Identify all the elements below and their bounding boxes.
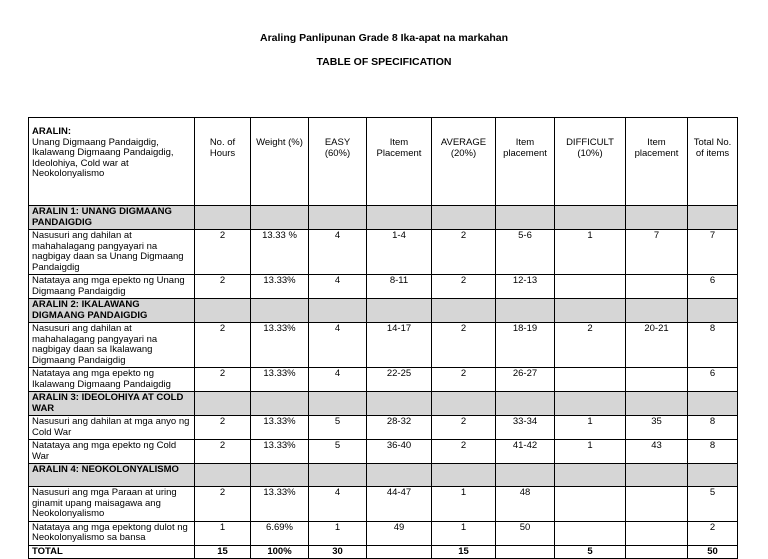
average-placement-cell: 18-19 bbox=[496, 323, 555, 368]
total-empty-cell bbox=[496, 545, 555, 559]
section-empty-cell bbox=[195, 464, 251, 487]
weight-cell: 13.33% bbox=[251, 416, 309, 440]
section-empty-cell bbox=[367, 464, 432, 487]
section-empty-cell bbox=[626, 206, 688, 230]
section-row bbox=[29, 299, 738, 323]
average-placement-cell: 5-6 bbox=[496, 230, 555, 275]
section-empty-cell bbox=[555, 392, 626, 416]
section-empty-cell bbox=[688, 464, 738, 487]
easy-count-cell: 5 bbox=[309, 416, 367, 440]
total-items-cell: 7 bbox=[688, 230, 738, 275]
hours-cell: 2 bbox=[195, 416, 251, 440]
difficult-header: DIFFICULT (10%) bbox=[555, 118, 626, 206]
competency-cell: Natataya ang mga epektong dulot ng Neokolonyalismo sa bansa bbox=[29, 521, 195, 545]
easy-count-cell: 1 bbox=[309, 521, 367, 545]
section-empty-cell bbox=[688, 299, 738, 323]
section-empty-cell bbox=[309, 392, 367, 416]
section-empty-cell bbox=[688, 206, 738, 230]
section-empty-cell bbox=[251, 464, 309, 487]
section-title: ARALIN 2: IKALAWANG DIGMAANG PANDAIGDIG bbox=[29, 299, 195, 323]
section-empty-cell bbox=[367, 206, 432, 230]
difficult-placement-cell bbox=[626, 521, 688, 545]
table-row bbox=[29, 487, 738, 522]
section-empty-cell bbox=[432, 464, 496, 487]
section-empty-cell bbox=[496, 299, 555, 323]
average-count-cell: 2 bbox=[432, 440, 496, 464]
competency-cell: Natataya ang mga epekto ng Unang Digmaang Pandaigdig bbox=[29, 275, 195, 299]
average-placement-cell: 48 bbox=[496, 487, 555, 522]
difficult-placement-cell bbox=[626, 487, 688, 522]
table-row bbox=[29, 368, 738, 392]
total-easy: 30 bbox=[309, 545, 367, 559]
section-empty-cell bbox=[432, 392, 496, 416]
difficult-placement-cell: 43 bbox=[626, 440, 688, 464]
difficult-count-cell: 1 bbox=[555, 230, 626, 275]
difficult-count-cell bbox=[555, 275, 626, 299]
section-empty-cell bbox=[555, 299, 626, 323]
table-row bbox=[29, 275, 738, 299]
total-items-cell: 8 bbox=[688, 440, 738, 464]
total-empty-cell bbox=[626, 545, 688, 559]
easy-placement-cell: 22-25 bbox=[367, 368, 432, 392]
total-items-cell: 6 bbox=[688, 275, 738, 299]
table-row bbox=[29, 230, 738, 275]
weight-cell: 13.33% bbox=[251, 440, 309, 464]
average-count-cell: 1 bbox=[432, 521, 496, 545]
average-count-cell: 2 bbox=[432, 416, 496, 440]
difficult-placement-header: Item placement bbox=[626, 118, 688, 206]
difficult-placement-cell bbox=[626, 275, 688, 299]
average-placement-header: Item placement bbox=[496, 118, 555, 206]
difficult-count-cell bbox=[555, 487, 626, 522]
total-items-cell: 5 bbox=[688, 487, 738, 522]
document-subtitle: TABLE OF SPECIFICATION bbox=[316, 56, 452, 68]
total-items-cell: 8 bbox=[688, 323, 738, 368]
hours-cell: 2 bbox=[195, 230, 251, 275]
total-weight: 100% bbox=[251, 545, 309, 559]
easy-header: EASY (60%) bbox=[309, 118, 367, 206]
hours-cell: 2 bbox=[195, 275, 251, 299]
total-empty-cell bbox=[367, 545, 432, 559]
table-of-specification bbox=[28, 117, 738, 559]
total-items-cell: 6 bbox=[688, 368, 738, 392]
hours-header: No. of Hours bbox=[195, 118, 251, 206]
average-count-cell: 2 bbox=[432, 230, 496, 275]
easy-count-cell: 5 bbox=[309, 440, 367, 464]
section-empty-cell bbox=[688, 392, 738, 416]
section-empty-cell bbox=[195, 299, 251, 323]
hours-cell: 1 bbox=[195, 521, 251, 545]
average-placement-cell: 12-13 bbox=[496, 275, 555, 299]
weight-cell: 13.33% bbox=[251, 368, 309, 392]
average-placement-cell: 50 bbox=[496, 521, 555, 545]
easy-placement-cell: 14-17 bbox=[367, 323, 432, 368]
competency-cell: Natataya ang mga epekto ng Cold War bbox=[29, 440, 195, 464]
difficult-count-cell: 1 bbox=[555, 440, 626, 464]
totals-label: TOTAL bbox=[29, 545, 195, 559]
easy-placement-cell: 49 bbox=[367, 521, 432, 545]
section-empty-cell bbox=[496, 392, 555, 416]
easy-count-cell: 4 bbox=[309, 487, 367, 522]
competency-cell: Nasusuri ang mga Paraan at uring ginamit upang maisagawa ang Neokolonyalismo bbox=[29, 487, 195, 522]
weight-cell: 13.33% bbox=[251, 275, 309, 299]
weight-header: Weight (%) bbox=[251, 118, 309, 206]
difficult-count-cell: 2 bbox=[555, 323, 626, 368]
section-title: ARALIN 4: NEOKOLONYALISMO bbox=[29, 464, 195, 487]
table-row bbox=[29, 521, 738, 545]
difficult-placement-cell: 20-21 bbox=[626, 323, 688, 368]
header-row bbox=[29, 118, 738, 206]
section-empty-cell bbox=[626, 392, 688, 416]
total-difficult: 5 bbox=[555, 545, 626, 559]
section-empty-cell bbox=[432, 299, 496, 323]
section-empty-cell bbox=[309, 299, 367, 323]
section-empty-cell bbox=[496, 206, 555, 230]
average-count-cell: 2 bbox=[432, 323, 496, 368]
section-title: ARALIN 1: UNANG DIGMAANG PANDAIGDIG bbox=[29, 206, 195, 230]
easy-placement-header: Item Placement bbox=[367, 118, 432, 206]
section-empty-cell bbox=[432, 206, 496, 230]
section-empty-cell bbox=[367, 392, 432, 416]
weight-cell: 13.33 % bbox=[251, 230, 309, 275]
section-empty-cell bbox=[195, 392, 251, 416]
section-empty-cell bbox=[195, 206, 251, 230]
document-title: Araling Panlipunan Grade 8 Ika-apat na markahan bbox=[260, 32, 508, 44]
total-items: 50 bbox=[688, 545, 738, 559]
hours-cell: 2 bbox=[195, 440, 251, 464]
total-items-cell: 2 bbox=[688, 521, 738, 545]
average-placement-cell: 33-34 bbox=[496, 416, 555, 440]
section-empty-cell bbox=[555, 464, 626, 487]
average-count-cell: 2 bbox=[432, 275, 496, 299]
section-empty-cell bbox=[309, 464, 367, 487]
total-average: 15 bbox=[432, 545, 496, 559]
weight-cell: 13.33% bbox=[251, 487, 309, 522]
hours-cell: 2 bbox=[195, 323, 251, 368]
table-row bbox=[29, 323, 738, 368]
average-placement-cell: 26-27 bbox=[496, 368, 555, 392]
difficult-placement-cell: 7 bbox=[626, 230, 688, 275]
section-empty-cell bbox=[626, 299, 688, 323]
weight-cell: 6.69% bbox=[251, 521, 309, 545]
weight-cell: 13.33% bbox=[251, 323, 309, 368]
total-hours: 15 bbox=[195, 545, 251, 559]
easy-placement-cell: 1-4 bbox=[367, 230, 432, 275]
hours-cell: 2 bbox=[195, 487, 251, 522]
total-header: Total No. of items bbox=[688, 118, 738, 206]
easy-placement-cell: 8-11 bbox=[367, 275, 432, 299]
aralin-description: Unang Digmaang Pandaigdig, Ikalawang Digmaang Pandaigdig, Ideolohiya, Cold war at Neokolonyalismo bbox=[32, 136, 174, 179]
section-empty-cell bbox=[367, 299, 432, 323]
section-row bbox=[29, 464, 738, 487]
average-count-cell: 2 bbox=[432, 368, 496, 392]
easy-count-cell: 4 bbox=[309, 323, 367, 368]
table-row bbox=[29, 416, 738, 440]
competency-cell: Nasusuri ang dahilan at mga anyo ng Cold War bbox=[29, 416, 195, 440]
section-empty-cell bbox=[251, 299, 309, 323]
competency-cell: Nasusuri ang dahilan at mahahalagang pangyayari na nagbigay daan sa Ikalawang Digmaang Pandaigdig bbox=[29, 323, 195, 368]
difficult-placement-cell: 35 bbox=[626, 416, 688, 440]
difficult-placement-cell bbox=[626, 368, 688, 392]
total-items-cell: 8 bbox=[688, 416, 738, 440]
hours-cell: 2 bbox=[195, 368, 251, 392]
easy-count-cell: 4 bbox=[309, 368, 367, 392]
aralin-header-cell bbox=[29, 118, 195, 206]
section-title: ARALIN 3: IDEOLOHIYA AT COLD WAR bbox=[29, 392, 195, 416]
table-row bbox=[29, 440, 738, 464]
aralin-label: ARALIN: bbox=[32, 126, 72, 137]
easy-placement-cell: 44-47 bbox=[367, 487, 432, 522]
section-empty-cell bbox=[496, 464, 555, 487]
difficult-count-cell bbox=[555, 368, 626, 392]
section-row bbox=[29, 206, 738, 230]
section-row bbox=[29, 392, 738, 416]
easy-count-cell: 4 bbox=[309, 230, 367, 275]
easy-placement-cell: 36-40 bbox=[367, 440, 432, 464]
average-header: AVERAGE (20%) bbox=[432, 118, 496, 206]
section-empty-cell bbox=[251, 206, 309, 230]
difficult-count-cell: 1 bbox=[555, 416, 626, 440]
easy-placement-cell: 28-32 bbox=[367, 416, 432, 440]
competency-cell: Nasusuri ang dahilan at mahahalagang pangyayari na nagbigay daan sa Unang Digmaang Pandaigdig bbox=[29, 230, 195, 275]
average-placement-cell: 41-42 bbox=[496, 440, 555, 464]
competency-cell: Natataya ang mga epekto ng Ikalawang Digmaang Pandaigdig bbox=[29, 368, 195, 392]
difficult-count-cell bbox=[555, 521, 626, 545]
totals-row bbox=[29, 545, 738, 559]
easy-count-cell: 4 bbox=[309, 275, 367, 299]
section-empty-cell bbox=[626, 464, 688, 487]
section-empty-cell bbox=[251, 392, 309, 416]
section-empty-cell bbox=[555, 206, 626, 230]
section-empty-cell bbox=[309, 206, 367, 230]
average-count-cell: 1 bbox=[432, 487, 496, 522]
